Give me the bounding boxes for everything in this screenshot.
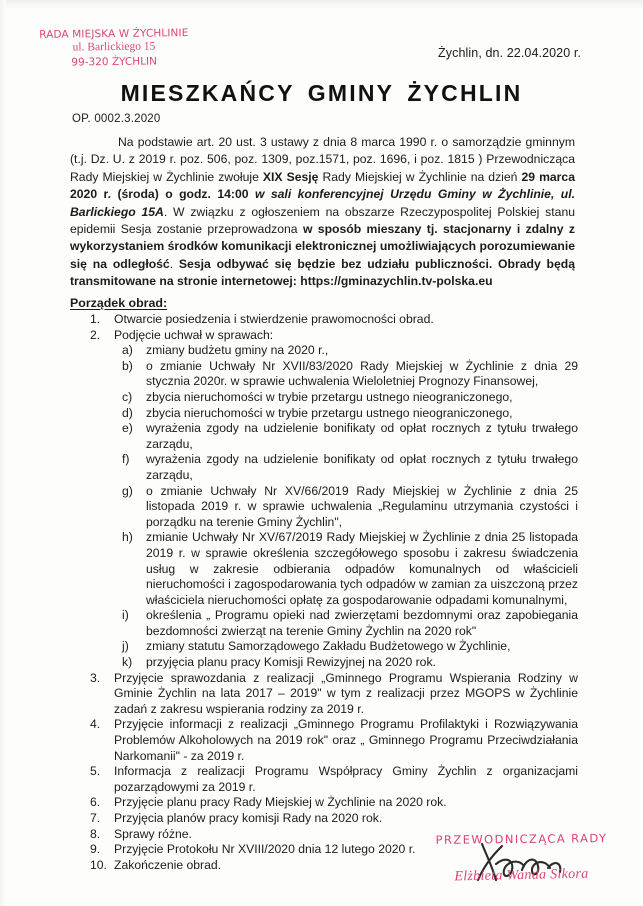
- agenda-item-text: Sprawy różne.: [114, 826, 192, 841]
- agenda-subitem-marker: k): [122, 655, 133, 670]
- agenda-subitem: [70, 343, 578, 359]
- agenda-item-text: Zakończenie obrad.: [114, 857, 222, 872]
- para-run-plain-4: .: [169, 256, 179, 271]
- agenda-subitem-text: zmiany budżetu gminy na 2020 r.,: [146, 343, 329, 358]
- agenda-subitem-text: wyrażenia zgody na udzielenie bonifikaty od opłat rocznych z tytułu trwałego zarządu,: [146, 421, 578, 451]
- agenda-item-text: Przyjęcie sprawozdania z realizacji „Gminnego Programu Wspierania Rodziny w Gminie Żychlin na lata 2017 – 2019" w tym z realizacji przez MGOPS w Żychlinie zadań z zakresu wspierania rodziny za 2019 r.: [114, 670, 578, 716]
- agenda-subitem-marker: a): [122, 343, 133, 358]
- para-run-venue: w sali konferencyjnej Urzędu Gminy w Żychlinie, ul. Barlickiego 15A: [70, 187, 576, 219]
- signature-name: Elżbieta Wanda Sikora: [454, 866, 589, 885]
- agenda-subitem-marker: c): [122, 389, 133, 404]
- reference-number: OP. 0002.3.2020: [72, 113, 161, 125]
- para-run-session-number: XIX Sesję: [262, 169, 319, 184]
- agenda-subitem-marker: g): [122, 483, 133, 498]
- agenda-item: [70, 312, 578, 328]
- agenda-item-text: Otwarcie posiedzenia i stwierdzenie prawomocności obrad.: [114, 312, 434, 326]
- para-run-session-date: 29 marca 2020 r. (środa) o godz. 14:00: [70, 169, 575, 202]
- agenda-item-marker: 4.: [90, 717, 101, 732]
- agenda-subitem-text: przyjęcia planu pracy Komisji Rewizyjnej na 2020 rok.: [146, 655, 436, 670]
- agenda-item-text: Informacja z realizacji Programu Współpracy Gminy Żychlin z organizacjami pozarządowymi za 2019 r.: [114, 764, 578, 794]
- agenda-item-text: Przyjęcie planu pracy Rady Miejskiej w Żychlinie na 2020 rok.: [114, 795, 447, 810]
- agenda-item: [70, 764, 578, 795]
- agenda-subitem-text: o zmianie Uchwały Nr XV/66/2019 Rady Miejskiej w Żychlinie z dnia 25 listopada 2019 r. w sprawie uchwalenia „Regulaminu utrzymania czystości i porządku na terenie Gminy Żychlin",: [146, 483, 578, 529]
- agenda-item: [70, 717, 578, 764]
- signature-block: [414, 832, 629, 884]
- agenda-subitem-text: określenia „ Programu opieki nad zwierzętami bezdomnymi oraz zapobiegania bezdomności zwierząt na terenie Gminy Żychlin na 2020 rok": [146, 608, 578, 638]
- agenda-item-marker: 1.: [90, 312, 101, 326]
- agenda-item-marker: 3.: [90, 670, 101, 685]
- agenda-subitem: [70, 359, 578, 390]
- agenda-subitem-marker: e): [122, 421, 133, 436]
- signature-role: PRZEWODNICZĄCA RADY: [435, 831, 608, 847]
- agenda-subitem: [70, 608, 578, 639]
- agenda-subitem: [70, 639, 578, 655]
- agenda-item: [70, 328, 578, 344]
- agenda-subitem-marker: d): [122, 405, 133, 420]
- body-paragraph-container: [70, 134, 575, 291]
- agenda-subitem-text: zmiany statutu Samorządowego Zakładu Budżetowego w Żychlinie,: [146, 639, 511, 654]
- agenda-subitem: [70, 452, 578, 483]
- agenda-item-marker: 5.: [90, 764, 101, 779]
- scan-left-shadow: [0, 0, 6, 906]
- agenda-item-text: Podjęcie uchwał w sprawach:: [114, 327, 274, 342]
- agenda-item-text: Przyjęcia planów pracy komisji Rady na 2020 rok.: [114, 811, 383, 825]
- para-run-no-public: Sesja odbywać się będzie bez udziału publiczności. Obrady będą transmitowane na stronie internetowej: https://gminazychlin.tv-polska.eu: [70, 256, 575, 289]
- agenda-item: [70, 811, 578, 827]
- agenda-heading: Porządek obrad:: [70, 296, 168, 310]
- agenda-subitem-text: zbycia nieruchomości w trybie przetargu ustnego nieograniczonego,: [146, 405, 513, 420]
- agenda-subitem: [70, 484, 578, 531]
- agenda-subitem-marker: h): [122, 530, 133, 545]
- agenda-item-marker: 2.: [90, 327, 101, 342]
- para-run-mode: w sposób mieszany tj. stacjonarny i zdalny z wykorzystaniem środków komunikacji elektronicznej umożliwiających porozumiewanie się na odległość: [70, 222, 575, 271]
- page-title: MIESZKAŃCY GMINY ŻYCHLIN: [120, 80, 523, 106]
- para-run-plain: Na podstawie art. 20 ust. 3 ustawy z dnia 8 marca 1990 r. o samorządzie gminnym (t.j. Dz. U. z 2019 r. poz. 506, poz. 1309, poz.1571, poz. 1696, i poz. 1815 ) Przewodnicząca Rady Miejskiej w Żychlinie zwołuje: [70, 135, 575, 184]
- agenda-item: [70, 795, 578, 811]
- agenda-subitem-marker: f): [122, 452, 130, 467]
- agenda-subitem: [70, 406, 578, 422]
- agenda-list: [70, 312, 578, 873]
- stamp-postal-city: 99-320 ŻYCHLIN: [71, 55, 158, 69]
- agenda-subitem-text: zmianie Uchwały Nr XV/67/2019 Rady Miejskiej w Żychlinie z dnia 25 listopada 2019 r. w sprawie określenia szczegółowego sposobu i zakresu świadczenia usług w zakresie odbierania odpadów komunalnych od właścicieli nieruchomości i zagospodarowania tych odpadów w zamian za uiszczoną przez właściciela nieruchomości opłatę za gospodarowanie odpadami komunalnymi,: [146, 530, 578, 607]
- stamp-council-name: RADA MIEJSKA W ŻYCHLINIE: [39, 27, 189, 41]
- announcement-paragraph: [70, 134, 575, 291]
- agenda-subitem-marker: i): [122, 608, 129, 623]
- agenda-subitem: [70, 421, 578, 452]
- scan-top-shadow: [0, 0, 643, 10]
- agenda-subitem-marker: j): [122, 639, 129, 654]
- stamp-street-address: ul. Barlickiego 15: [72, 40, 156, 54]
- para-run-plain-3: . W związku z ogłoszeniem na obszarze Rzeczypospolitej Polskiej stanu epidemii Sesja zostanie przeprowadzona: [70, 204, 575, 237]
- agenda-subitem-marker: b): [122, 358, 133, 373]
- agenda-item-marker: 9.: [90, 842, 101, 857]
- agenda-item-marker: 6.: [90, 795, 101, 810]
- agenda-subitem-text: o zmianie Uchwały Nr XVII/83/2020 Rady Miejskiej w Żychlinie z dnia 29 stycznia 2020r. w sprawie uchwalenia Wieloletniej Prognozy Finansowej,: [146, 358, 578, 389]
- agenda-item-text: Przyjęcie informacji z realizacji „Gminnego Programu Profilaktyki i Rozwiązywania Problemów Alkoholowych na 2019 rok" oraz „ Gminnego Programu Przeciwdziałania Narkomanii" - za 2019 r.: [114, 717, 578, 763]
- agenda-subitem-text: wyrażenia zgody na udzielenie bonifikaty od opłat rocznych z tytułu trwałego zarządu,: [146, 452, 578, 482]
- agenda-subitem: [70, 655, 578, 671]
- agenda-item-marker: 10.: [90, 857, 107, 872]
- agenda-subitem-text: zbycia nieruchomości w trybie przetargu ustnego nieograniczonego,: [146, 389, 513, 404]
- agenda-item-text: Przyjęcie Protokołu Nr XVIII/2020 dnia 12 lutego 2020 r.: [114, 842, 416, 857]
- agenda-subitem: [70, 530, 578, 608]
- agenda-item-marker: 7.: [90, 811, 101, 825]
- para-run-plain-2: Rady Miejskiej w Żychlinie na dzień: [318, 169, 522, 184]
- council-stamp: [14, 27, 214, 70]
- agenda-item-marker: 8.: [90, 826, 101, 841]
- place-and-date: Żychlin, dn. 22.04.2020 r.: [438, 46, 581, 60]
- agenda-subitem: [70, 390, 578, 406]
- agenda-item: [70, 671, 578, 718]
